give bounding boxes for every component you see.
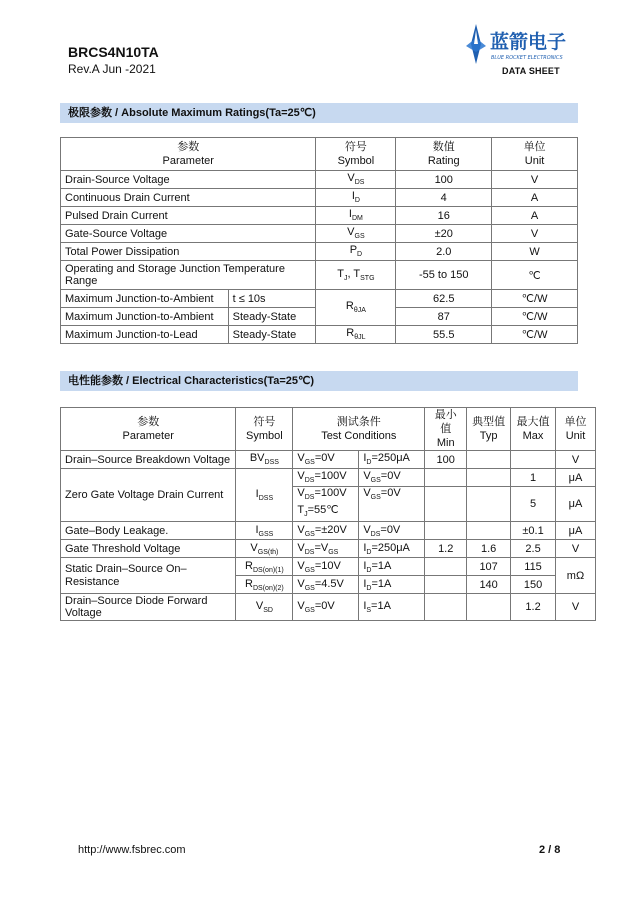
table-row: Operating and Storage Junction Temperature Range $T_J$, $T_{STG}$ -55 to 150 ℃ xyxy=(61,261,578,290)
page-number: 2 / 8 xyxy=(539,844,561,856)
table-row: Maximum Junction-to-Lead Steady-State $R_{\theta JL}$ 55.5 ℃/W xyxy=(61,326,578,344)
revision: Rev.A Jun -2021 xyxy=(68,62,156,76)
electrical-characteristics-table xyxy=(60,407,596,621)
part-number: BRCS4N10TA xyxy=(68,44,159,60)
table-row: Zero Gate Voltage Drain Current $I_{DSS}$ $V_{DS}=100V$ $V_{GS}=0V$ 1 μA xyxy=(61,469,596,487)
table-row: Gate-Source Voltage $V_{GS}$ ±20 V xyxy=(61,225,578,243)
col-rating: 数值 Rating xyxy=(396,138,492,171)
logo-subtext: BLUE ROCKET ELECTRONICS xyxy=(491,55,563,61)
table-row: $R_{DS(on)(2)}$ $V_{GS}=4.5V$ $I_D=1A$ 140 150 xyxy=(61,576,596,594)
table-row: Maximum Junction-to-Ambient Steady-State 87 ℃/W xyxy=(61,308,578,326)
table-row: Drain–Source Diode Forward Voltage $V_{SD}$ $V_{GS}=0V$ $I_S=1A$ 1.2 V xyxy=(61,594,596,621)
table-row: Continuous Drain Current $I_D$ 4 A xyxy=(61,189,578,207)
company-logo xyxy=(464,22,584,66)
doc-type: DATA SHEET xyxy=(502,66,560,76)
section-title-electrical: 电性能参数 / Electrical Characteristics(Ta=25℃) xyxy=(60,371,578,391)
absolute-max-table xyxy=(60,137,578,344)
table-row: $V_{DS}=100V$ $T_J=55℃$ $V_{GS}=0V$ 5 μA xyxy=(61,487,596,522)
col-symbol: 符号 Symbol xyxy=(316,138,396,171)
section-title-absolute-max: 极限参数 / Absolute Maximum Ratings(Ta=25℃) xyxy=(60,103,578,123)
table-row: Total Power Dissipation $P_D$ 2.0 W xyxy=(61,243,578,261)
table-row: Gate–Body Leakage. $I_{GSS}$ $V_{GS}=\pm 20V$ $V_{DS}=0V$ ±0.1 μA xyxy=(61,522,596,540)
footer-url[interactable]: http://www.fsbrec.com xyxy=(78,844,186,856)
rocket-logo-icon xyxy=(464,22,584,66)
col-parameter: 参数 Parameter xyxy=(61,138,316,171)
table-row: Drain-Source Voltage $V_{DS}$ 100 V xyxy=(61,171,578,189)
logo-text: 蓝箭电子 xyxy=(490,31,567,53)
table-row: Static Drain–Source On–Resistance $R_{DS(on)(1)}$ $V_{GS}=10V$ $I_D=1A$ 107 115 mΩ xyxy=(61,558,596,576)
col-unit: 单位 Unit xyxy=(492,138,578,171)
table-header-row: 参数 Parameter 符号 Symbol 测试条件 Test Conditions 最小值 Min 典型值 Typ 最大值 Max 单位 Unit xyxy=(61,408,596,451)
table-row: Pulsed Drain Current $I_{DM}$ 16 A xyxy=(61,207,578,225)
table-row: Drain–Source Breakdown Voltage $BV_{DSS}$ $V_{GS}=0V$ $I_D=250\mu A$ 100 V xyxy=(61,451,596,469)
table-row: Gate Threshold Voltage $V_{GS(th)}$ $V_{DS}=V_{GS}$ $I_D=250\mu A$ 1.2 1.6 2.5 V xyxy=(61,540,596,558)
table-row: Maximum Junction-to-Ambient t ≤ 10s $R_{\theta JA}$ 62.5 ℃/W xyxy=(61,290,578,308)
table-header-row xyxy=(61,138,578,171)
